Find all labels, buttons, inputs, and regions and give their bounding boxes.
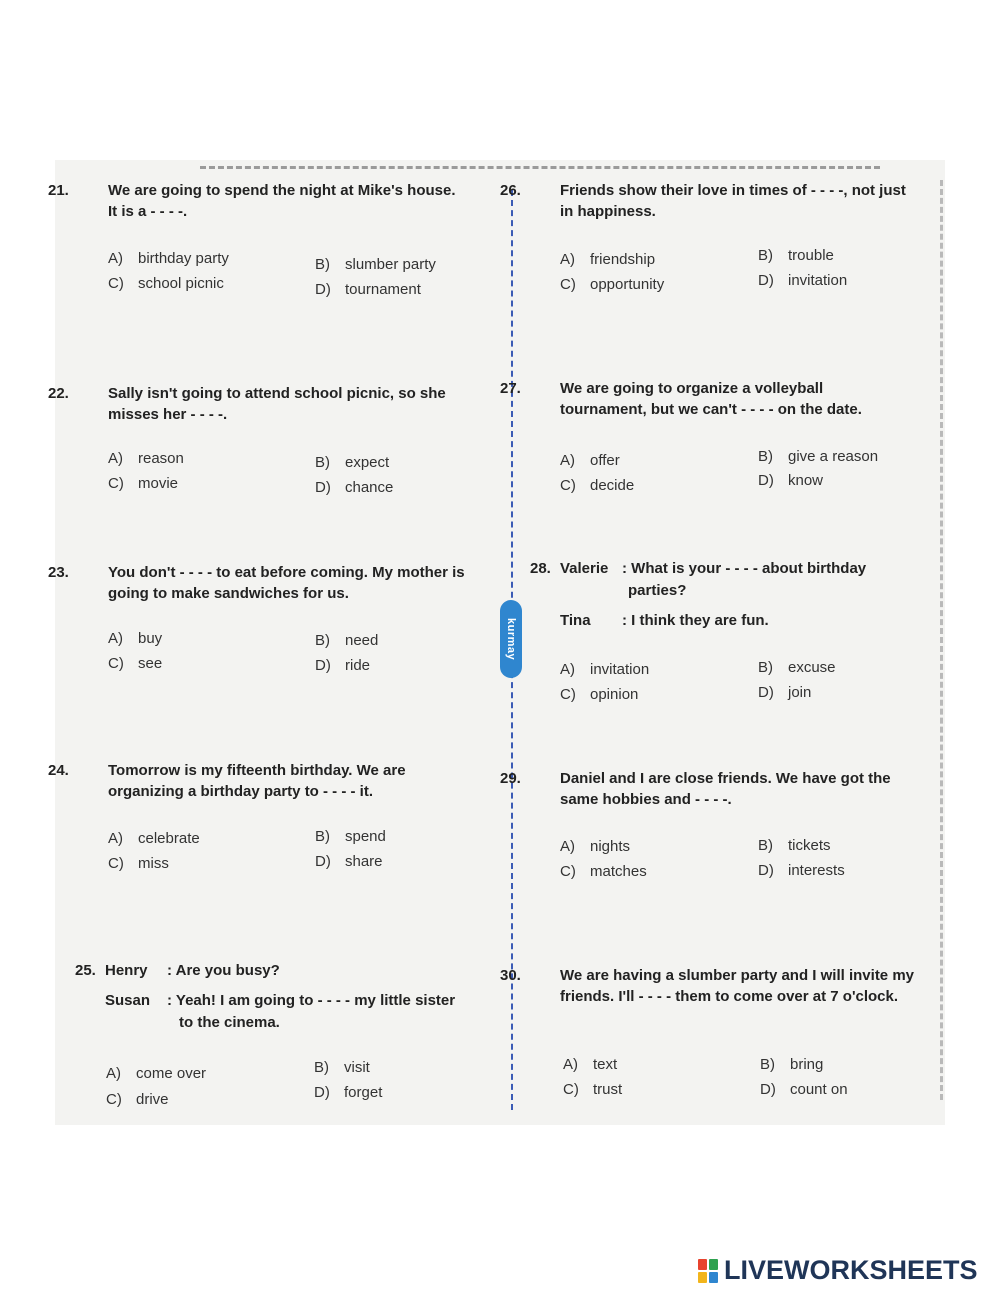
question-number: 29. bbox=[500, 770, 521, 787]
option-b[interactable]: B) slumber party bbox=[315, 256, 436, 273]
option-a[interactable]: A) celebrate bbox=[108, 830, 200, 847]
liveworksheets-logo[interactable] bbox=[698, 1255, 978, 1286]
speaker-name: Valerie bbox=[560, 560, 609, 577]
option-c[interactable]: C) opinion bbox=[560, 686, 639, 703]
top-dashed-border bbox=[200, 166, 880, 169]
dialog-line: to the cinema. bbox=[179, 1014, 280, 1031]
option-c[interactable]: C) decide bbox=[560, 477, 635, 494]
question-23 bbox=[48, 562, 503, 604]
option-d[interactable]: D) count on bbox=[760, 1081, 848, 1098]
speaker-name: Tina bbox=[560, 612, 591, 629]
question-number: 28. bbox=[530, 560, 551, 577]
logo-icon bbox=[698, 1259, 718, 1283]
question-stem: Daniel and I are close friends. We have got the same hobbies and - - - -. bbox=[560, 770, 891, 808]
option-b[interactable]: B) expect bbox=[315, 454, 390, 471]
option-a[interactable]: A) nights bbox=[560, 838, 631, 855]
question-number: 25. bbox=[75, 962, 96, 979]
option-b[interactable]: B) trouble bbox=[758, 247, 834, 264]
option-d[interactable]: D) ride bbox=[315, 657, 371, 674]
right-dashed-border bbox=[940, 180, 943, 1100]
option-d[interactable]: D) tournament bbox=[315, 281, 421, 298]
question-stem: We are going to spend the night at Mike's house. It is a - - - -. bbox=[108, 182, 456, 220]
option-d[interactable]: D) know bbox=[758, 472, 824, 489]
question-29 bbox=[500, 768, 925, 810]
option-a[interactable]: A) invitation bbox=[560, 661, 650, 678]
option-c[interactable]: C) see bbox=[108, 655, 163, 672]
option-d[interactable]: D) forget bbox=[314, 1084, 383, 1101]
option-a[interactable]: A) offer bbox=[560, 452, 620, 469]
option-b[interactable]: B) bring bbox=[760, 1056, 824, 1073]
option-b[interactable]: B) give a reason bbox=[758, 448, 879, 465]
option-d[interactable]: D) invitation bbox=[758, 272, 848, 289]
option-b[interactable]: B) excuse bbox=[758, 659, 836, 676]
option-c[interactable]: C) miss bbox=[108, 855, 169, 872]
question-21 bbox=[48, 180, 468, 222]
question-number: 26. bbox=[500, 182, 521, 199]
option-c[interactable]: C) opportunity bbox=[560, 276, 665, 293]
question-stem: We are having a slumber party and I will invite my friends. I'll - - - - them to come over at 7 o'clock. bbox=[560, 967, 915, 1005]
logo-square bbox=[709, 1259, 718, 1270]
option-c[interactable]: C) school picnic bbox=[108, 275, 224, 292]
question-stem: Tomorrow is my fifteenth birthday. We are organizing a birthday party to - - - - it. bbox=[108, 762, 406, 800]
speaker-name: Susan bbox=[105, 992, 151, 1009]
option-a[interactable]: A) buy bbox=[108, 630, 163, 647]
dialog-line: parties? bbox=[628, 582, 687, 599]
logo-square bbox=[698, 1259, 707, 1270]
question-stem: Friends show their love in times of - - - -, not just in happiness. bbox=[560, 182, 906, 220]
question-stem: You don't - - - - to eat before coming. My mother is going to make sandwiches for us. bbox=[108, 564, 465, 602]
question-stem: We are going to organize a volleyball tournament, but we can't - - - - on the date. bbox=[560, 380, 862, 418]
option-d[interactable]: D) chance bbox=[315, 479, 394, 496]
question-25 bbox=[75, 960, 505, 1034]
question-27 bbox=[500, 378, 910, 420]
option-d[interactable]: D) interests bbox=[758, 862, 845, 879]
question-stem: Sally isn't going to attend school picnic, so she misses her - - - -. bbox=[108, 385, 446, 423]
question-number: 23. bbox=[48, 564, 69, 581]
logo-square bbox=[698, 1272, 707, 1283]
publisher-tab: kurmay bbox=[500, 600, 522, 678]
dialog-line: : Are you busy? bbox=[167, 962, 280, 979]
option-a[interactable]: A) friendship bbox=[560, 251, 656, 268]
question-number: 27. bbox=[500, 380, 521, 397]
option-c[interactable]: C) trust bbox=[563, 1081, 623, 1098]
question-number: 22. bbox=[48, 385, 69, 402]
logo-text: LIVEWORKSHEETS bbox=[724, 1255, 978, 1285]
dialog-line: : Yeah! I am going to - - - - my little sister bbox=[167, 992, 456, 1009]
option-a[interactable]: A) come over bbox=[106, 1065, 207, 1082]
option-d[interactable]: D) join bbox=[758, 684, 812, 701]
question-28 bbox=[530, 558, 920, 632]
option-d[interactable]: D) share bbox=[315, 853, 383, 870]
option-a[interactable]: A) birthday party bbox=[108, 250, 229, 267]
option-c[interactable]: C) movie bbox=[108, 475, 179, 492]
question-26 bbox=[500, 180, 910, 222]
question-number: 21. bbox=[48, 182, 69, 199]
question-24 bbox=[48, 760, 468, 802]
dialog-line: : What is your - - - - about birthday bbox=[622, 560, 867, 577]
option-c[interactable]: C) matches bbox=[560, 863, 647, 880]
option-b[interactable]: B) visit bbox=[314, 1059, 370, 1076]
question-22 bbox=[48, 383, 498, 425]
option-b[interactable]: B) need bbox=[315, 632, 379, 649]
logo-square bbox=[709, 1272, 718, 1283]
question-number: 24. bbox=[48, 762, 69, 779]
question-30 bbox=[500, 965, 925, 1007]
speaker-name: Henry bbox=[105, 962, 148, 979]
option-a[interactable]: A) reason bbox=[108, 450, 184, 467]
option-b[interactable]: B) tickets bbox=[758, 837, 831, 854]
option-a[interactable]: A) text bbox=[563, 1056, 618, 1073]
question-number: 30. bbox=[500, 967, 521, 984]
option-b[interactable]: B) spend bbox=[315, 828, 386, 845]
dialog-line: : I think they are fun. bbox=[622, 612, 769, 629]
option-c[interactable]: C) drive bbox=[106, 1091, 169, 1108]
